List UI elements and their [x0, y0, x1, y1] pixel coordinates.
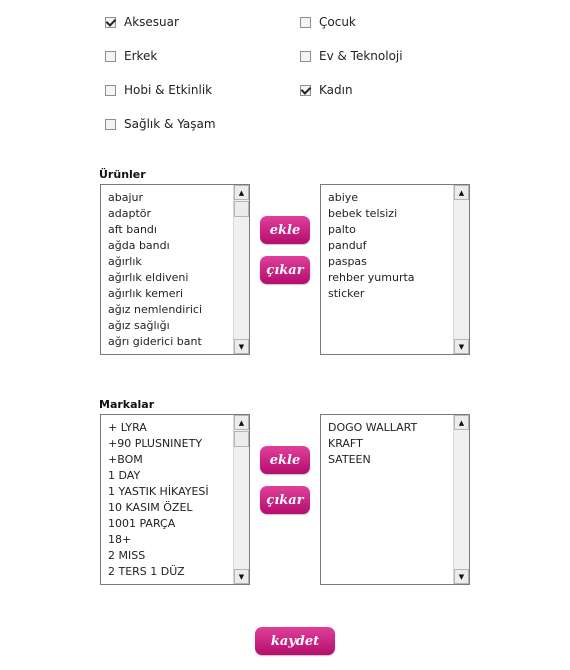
list-item[interactable]: ağız nemlendirici [108, 303, 203, 316]
category-checkbox-kadin[interactable] [300, 83, 353, 97]
scrollbar[interactable] [233, 415, 249, 584]
checkbox-label: Ev & Teknoloji [319, 49, 403, 63]
arrow-up-icon[interactable]: ▲ [234, 185, 249, 200]
scrollbar-thumb[interactable] [234, 431, 249, 447]
list-item[interactable]: ağrı giderici bant [108, 335, 202, 348]
list-item[interactable]: +90 PLUSNINETY [108, 437, 203, 450]
checkbox-box[interactable] [105, 17, 116, 28]
arrow-down-icon[interactable]: ▼ [454, 569, 469, 584]
scrollbar[interactable] [453, 415, 469, 584]
list-item[interactable]: + LYRA [108, 421, 147, 434]
brands-selected-items [328, 420, 417, 468]
brands-available-items [108, 420, 209, 580]
list-item[interactable]: adaptör [108, 207, 152, 220]
list-item[interactable]: abiye [328, 191, 359, 204]
list-item[interactable]: +BOM [108, 453, 143, 466]
checkbox-label: Hobi & Etkinlik [124, 83, 213, 97]
checkbox-box[interactable] [105, 51, 116, 62]
list-item[interactable]: ağırlık [108, 255, 142, 268]
checkbox-label: Aksesuar [124, 15, 179, 29]
list-item[interactable]: bebek telsizi [328, 207, 398, 220]
arrow-down-icon[interactable]: ▼ [234, 339, 249, 354]
list-item[interactable]: sticker [328, 287, 365, 300]
products-selected-list[interactable] [320, 184, 470, 355]
list-item[interactable]: paspas [328, 255, 367, 268]
category-checkbox-aksesuar[interactable] [105, 15, 179, 29]
list-item[interactable]: 2 TERS 1 DÜZ [108, 565, 185, 578]
products-section-title: Ürünler [99, 168, 146, 181]
category-checkbox-hobi-etkinlik[interactable] [105, 83, 212, 97]
brands-section-title: Markalar [99, 398, 155, 411]
checkbox-box[interactable] [300, 17, 311, 28]
list-item[interactable]: ağırlık kemeri [108, 287, 184, 300]
brands-selected-list[interactable] [320, 414, 470, 585]
arrow-down-icon[interactable]: ▼ [454, 339, 469, 354]
category-checkbox-erkek[interactable] [105, 49, 157, 63]
products-selected-items [328, 190, 415, 302]
list-item[interactable]: 1 DAY [108, 469, 141, 482]
save-button[interactable]: kaydet [255, 627, 335, 655]
list-item[interactable]: abajur [108, 191, 144, 204]
list-item[interactable]: ağda bandı [108, 239, 170, 252]
arrow-up-icon[interactable]: ▲ [454, 415, 469, 430]
list-item[interactable]: ağırlık eldiveni [108, 271, 189, 284]
arrow-up-icon[interactable]: ▲ [454, 185, 469, 200]
remove-brand-button[interactable]: çıkar [260, 486, 310, 514]
products-available-items [108, 190, 202, 350]
remove-product-button[interactable]: çıkar [260, 256, 310, 284]
add-brand-button[interactable]: ekle [260, 446, 310, 474]
checkbox-label: Erkek [124, 49, 158, 63]
list-item[interactable]: ağız sağlığı [108, 319, 170, 332]
scrollbar[interactable] [453, 185, 469, 354]
list-item[interactable]: 2 MISS [108, 549, 146, 562]
products-available-list[interactable] [100, 184, 250, 355]
list-item[interactable]: palto [328, 223, 356, 236]
scrollbar[interactable] [233, 185, 249, 354]
checkbox-box[interactable] [300, 85, 311, 96]
list-item[interactable]: 1 YASTIK HİKAYESİ [108, 485, 209, 498]
brands-available-list[interactable] [100, 414, 250, 585]
list-item[interactable]: DOGO WALLART [328, 421, 418, 434]
list-item[interactable]: rehber yumurta [328, 271, 415, 284]
arrow-down-icon[interactable]: ▼ [234, 569, 249, 584]
checkbox-label: Çocuk [319, 15, 356, 29]
list-item[interactable]: 18+ [108, 533, 132, 546]
checkbox-box[interactable] [300, 51, 311, 62]
list-item[interactable]: panduf [328, 239, 367, 252]
add-product-button[interactable]: ekle [260, 216, 310, 244]
checkbox-label: Kadın [319, 83, 353, 97]
scrollbar-thumb[interactable] [234, 201, 249, 217]
checkbox-label: Sağlık & Yaşam [124, 117, 216, 131]
category-checkbox-ev-teknoloji[interactable] [300, 49, 403, 63]
list-item[interactable]: aft bandı [108, 223, 157, 236]
arrow-up-icon[interactable]: ▲ [234, 415, 249, 430]
list-item[interactable]: 1001 PARÇA [108, 517, 176, 530]
list-item[interactable]: 10 KASIM ÖZEL [108, 501, 193, 514]
category-checkbox-cocuk[interactable] [300, 15, 356, 29]
checkbox-box[interactable] [105, 85, 116, 96]
list-item[interactable]: SATEEN [328, 453, 371, 466]
list-item[interactable]: KRAFT [328, 437, 363, 450]
checkbox-box[interactable] [105, 119, 116, 130]
category-checkbox-saglik-yasam[interactable] [105, 117, 216, 131]
